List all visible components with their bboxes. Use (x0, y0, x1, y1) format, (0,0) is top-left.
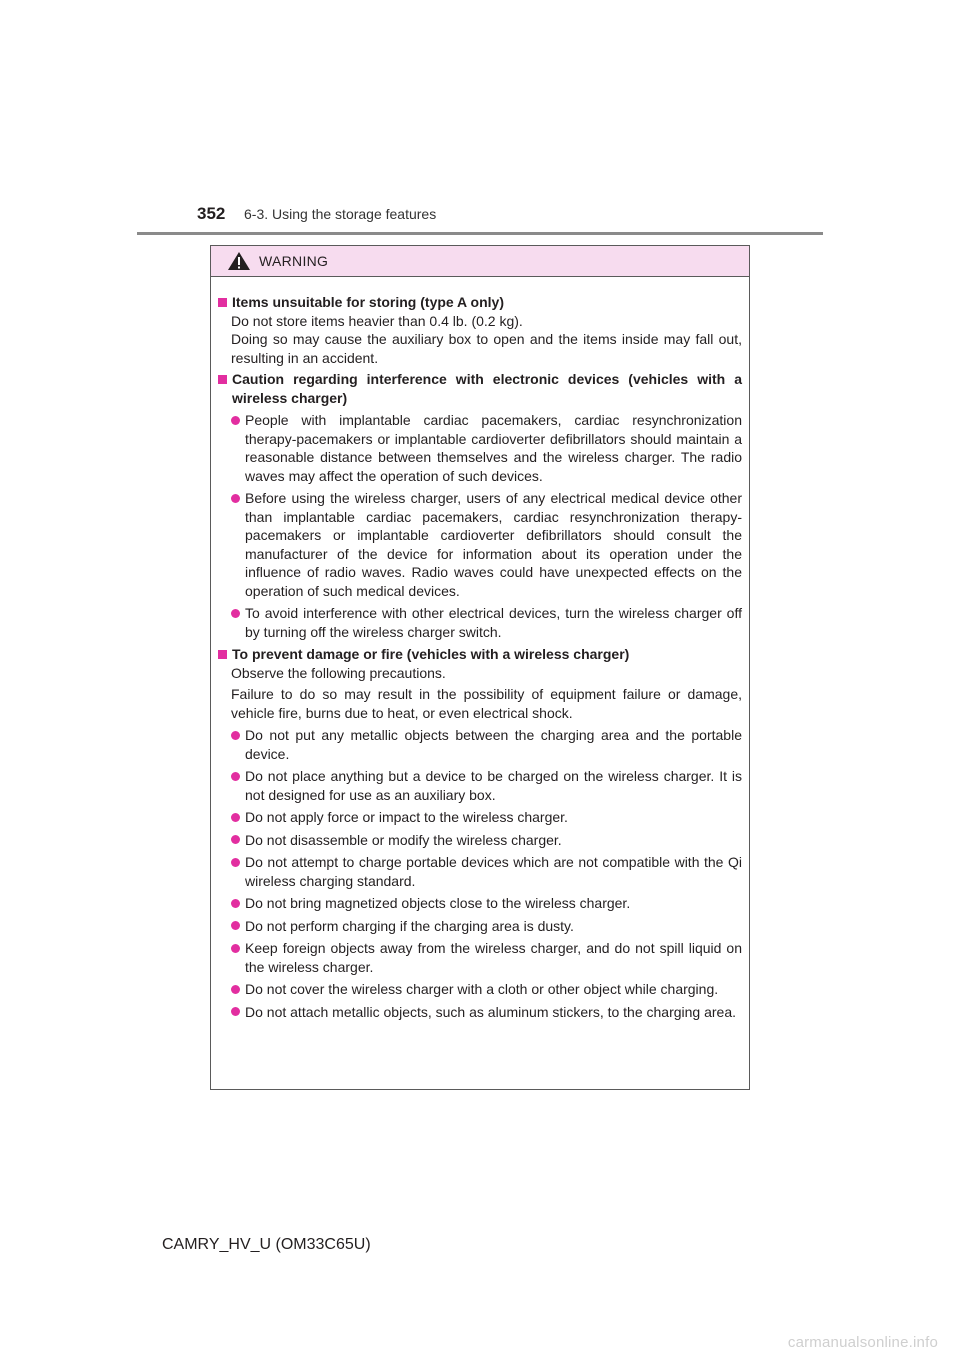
round-bullet-icon (231, 494, 240, 503)
bullet-item (218, 1003, 742, 1022)
warning-topic (218, 370, 742, 641)
bullet-item (218, 489, 742, 600)
topic-paragraph: Observe the following precautions. (231, 664, 446, 681)
topic-paragraph: Do not store items heavier than 0.4 lb. (0.2 kg). Doing so may cause the auxiliary box to open and the items inside may fall out, resulting in an accident. (231, 312, 742, 366)
square-bullet-icon (218, 375, 227, 384)
bullet-item-text: To avoid interference with other electrical devices, turn the wireless charger off by turning off the wireless charger switch. (245, 605, 742, 640)
round-bullet-icon (231, 921, 240, 930)
header-rule (137, 232, 823, 235)
topic-title (218, 370, 742, 407)
topic-title-text: To prevent damage or fire (vehicles with a wireless charger) (232, 646, 630, 662)
bullet-item-text: Do not cover the wireless charger with a cloth or other object while charging. (245, 981, 719, 997)
warning-body (211, 277, 749, 1021)
bullet-item-text: Do not attempt to charge portable devices which are not compatible with the Qi wireless charging standard. (245, 854, 742, 889)
warning-box (210, 245, 750, 1090)
topic-title (218, 645, 742, 664)
round-bullet-icon (231, 609, 240, 618)
bullet-item-text: Keep foreign objects away from the wireless charger, and do not spill liquid on the wireless charger. (245, 940, 742, 975)
round-bullet-icon (231, 416, 240, 425)
topic-paragraph: Failure to do so may result in the possibility of equipment failure or damage, vehicle fire, burns due to heat, or even electrical shock. (231, 686, 742, 721)
warning-topic (218, 293, 742, 367)
round-bullet-icon (231, 813, 240, 822)
bullet-item (218, 894, 742, 913)
bullet-item (218, 980, 742, 999)
bullet-item (218, 853, 742, 890)
topic-title-text: Caution regarding interference with electronic devices (vehicles with a wireless charger) (232, 371, 742, 406)
bullet-item (218, 411, 742, 485)
round-bullet-icon (231, 731, 240, 740)
bullet-item-text: Do not apply force or impact to the wireless charger. (245, 809, 568, 825)
square-bullet-icon (218, 298, 227, 307)
warning-header (211, 246, 749, 277)
square-bullet-icon (218, 650, 227, 659)
round-bullet-icon (231, 772, 240, 781)
bullet-item-text: Do not place anything but a device to be charged on the wireless charger. It is not designed for use as an auxiliary box. (245, 768, 742, 803)
bullet-item (218, 939, 742, 976)
round-bullet-icon (231, 835, 240, 844)
bullet-item-text: Do not attach metallic objects, such as aluminum stickers, to the charging area. (245, 1003, 737, 1020)
round-bullet-icon (231, 1007, 240, 1016)
bullet-item (218, 917, 742, 936)
bullet-item (218, 726, 742, 763)
warning-triangle-icon (227, 251, 251, 271)
bullet-item (218, 767, 742, 804)
warning-topic (218, 645, 742, 1021)
watermark: carmanualsonline.info (787, 1334, 938, 1351)
topic-title-text: Items unsuitable for storing (type A only) (232, 294, 504, 310)
bullet-item-text: Do not put any metallic objects between the charging area and the portable device. (245, 727, 742, 762)
round-bullet-icon (231, 899, 240, 908)
page-header (197, 204, 436, 224)
footer-model-code: CAMRY_HV_U (OM33C65U) (162, 1236, 371, 1253)
warning-label: WARNING (259, 253, 329, 269)
topic-title (218, 293, 742, 312)
bullet-item (218, 808, 742, 827)
round-bullet-icon (231, 858, 240, 867)
round-bullet-icon (231, 985, 240, 994)
bullet-item (218, 604, 742, 641)
section-title: 6-3. Using the storage features (244, 206, 437, 222)
bullet-item-text: Do not disassemble or modify the wireless charger. (245, 831, 562, 848)
bullet-item-text: People with implantable cardiac pacemakers, cardiac resynchronization therapy-pacemakers or implantable cardioverter defibrillators should maintain a reasonable distance between themselves and the wireless charger. The radio waves may affect the operation of such devices. (245, 412, 742, 484)
bullet-item (218, 831, 742, 850)
round-bullet-icon (231, 944, 240, 953)
bullet-item-text: Before using the wireless charger, users of any electrical medical device other than implantable cardiac pacemakers, cardiac resynchronization therapy-pacemakers or implantable cardioverter defibrillators should consult the manufacturer of the device for information about its operation under the influence of radio waves. Radio waves could have unexpected effects on the operation of such medical devices. (245, 490, 742, 599)
page-number: 352 (197, 204, 226, 223)
bullet-item-text: Do not perform charging if the charging area is dusty. (245, 917, 574, 934)
bullet-item-text: Do not bring magnetized objects close to the wireless charger. (245, 895, 631, 911)
